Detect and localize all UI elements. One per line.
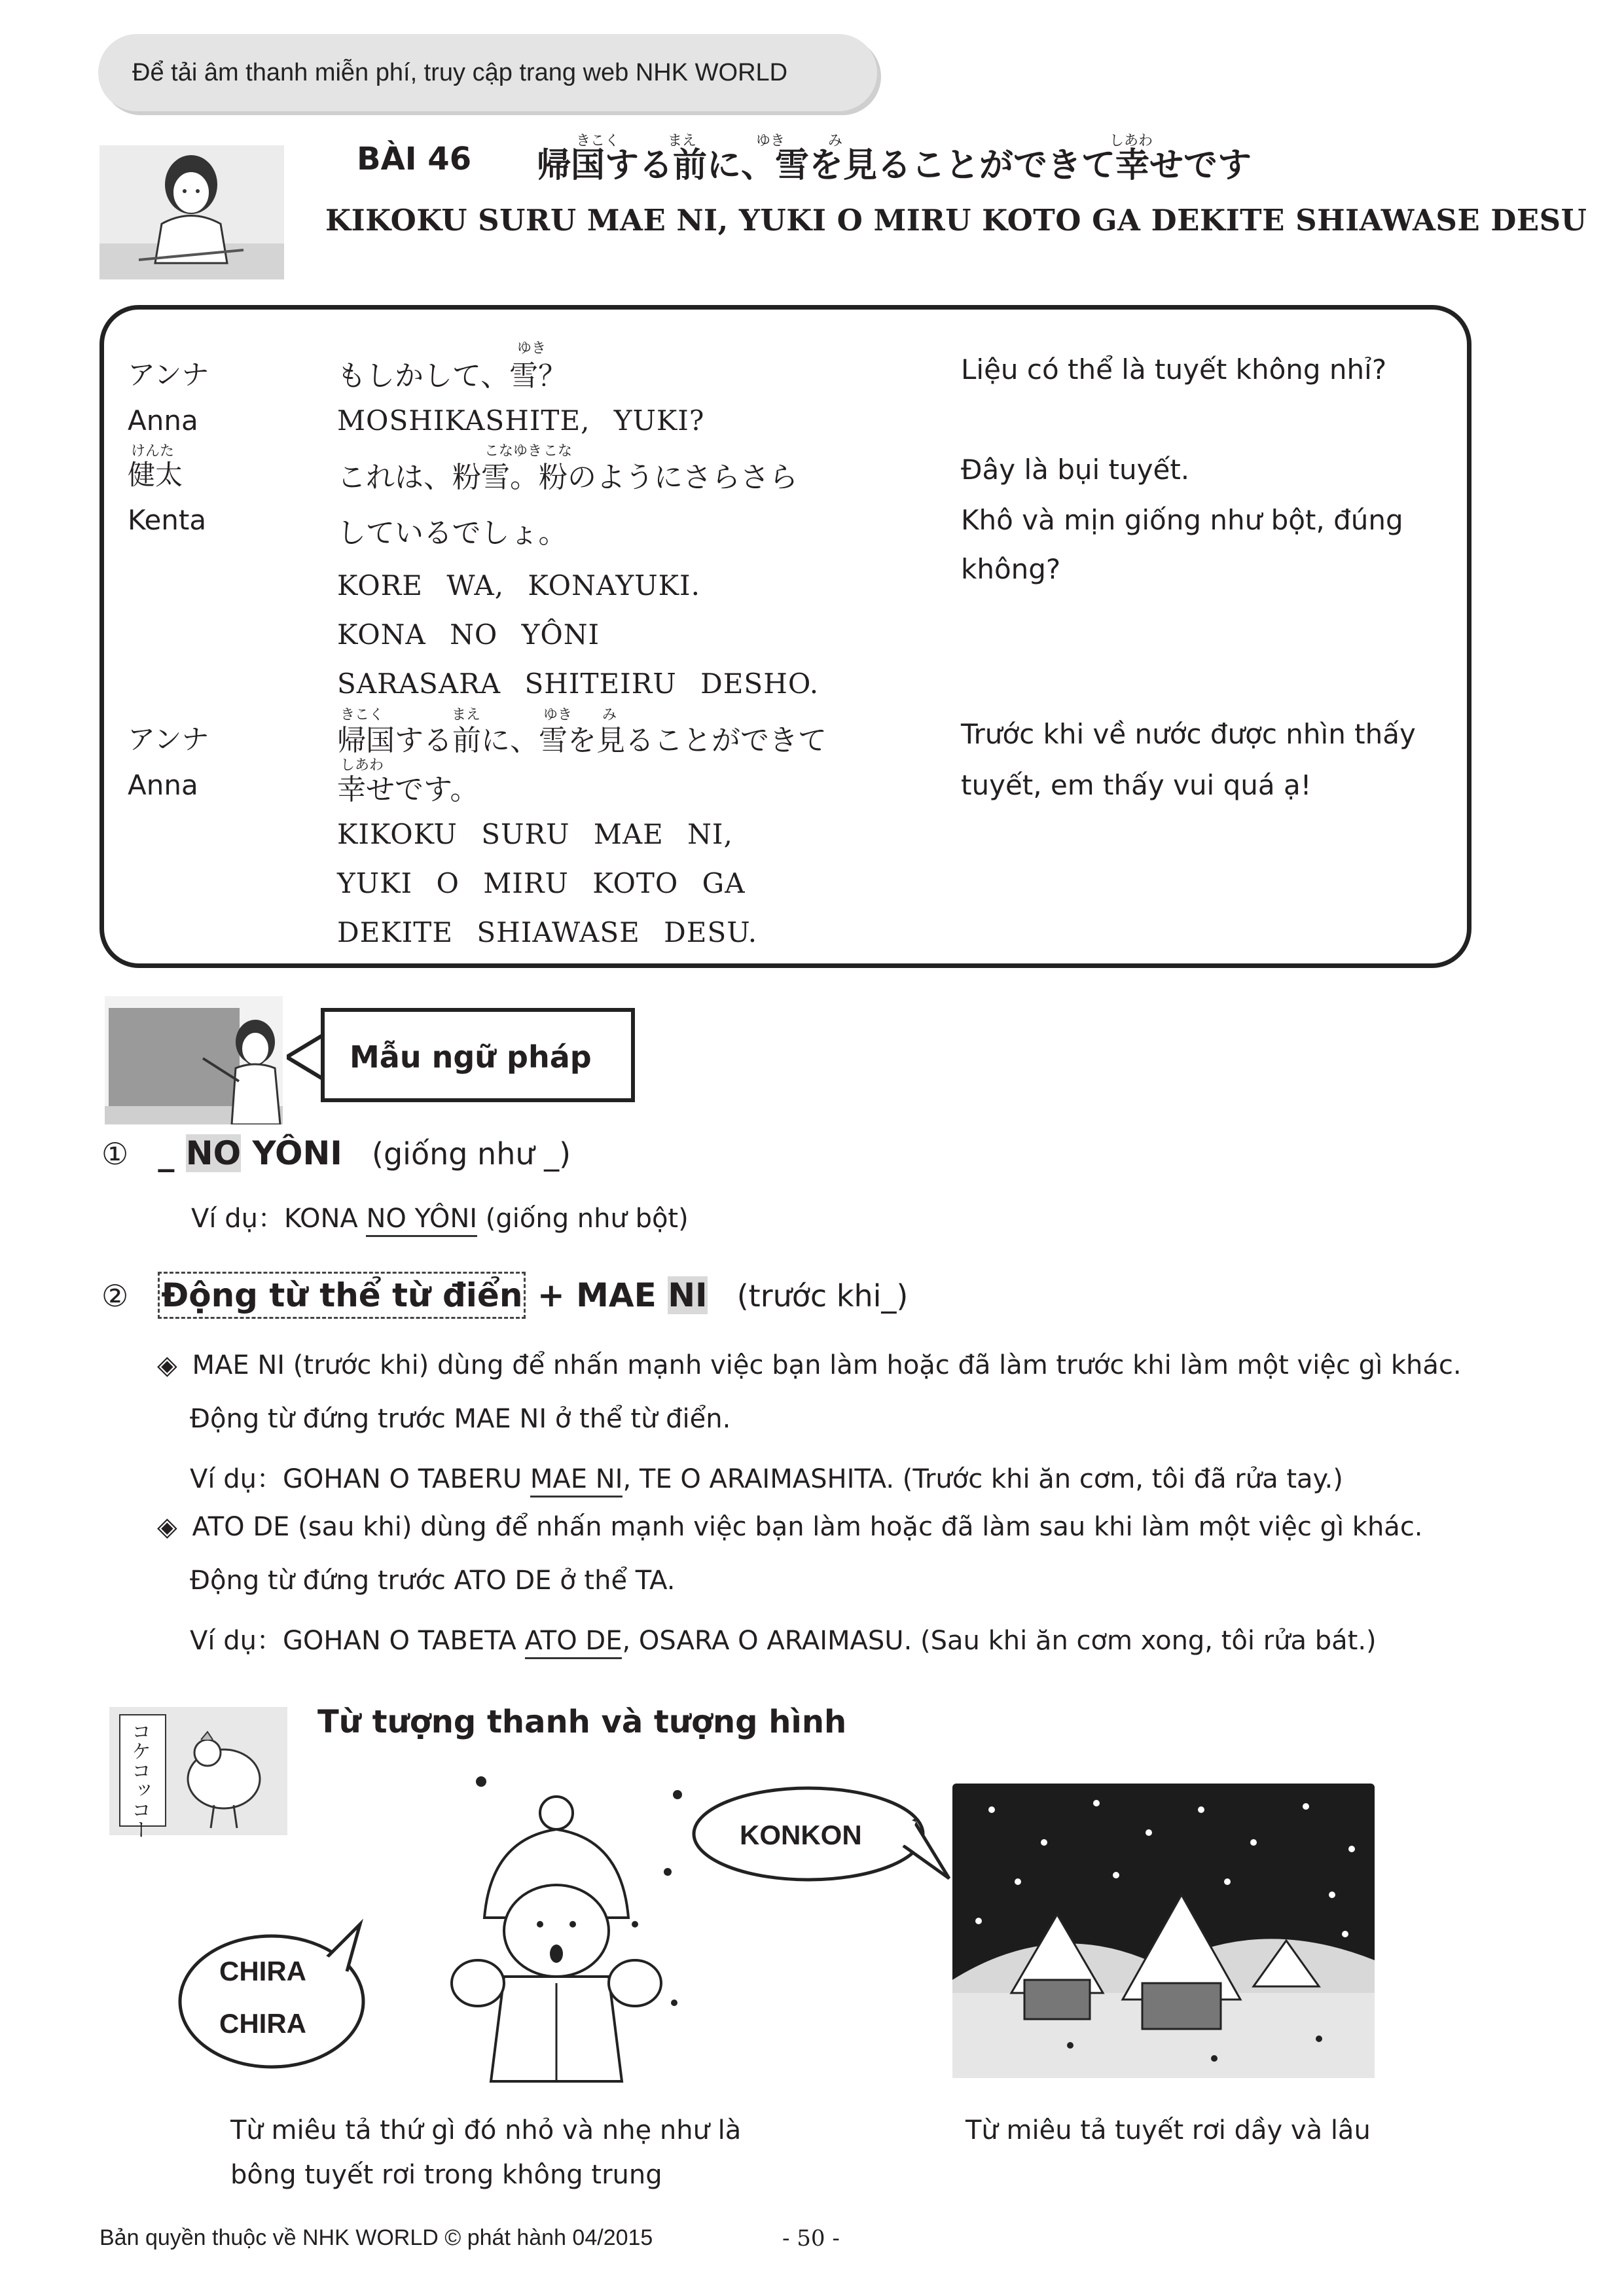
rooster-sound-label: コケコッコー	[128, 1721, 151, 1839]
speaker-name: Anna	[128, 769, 198, 801]
furigana: こな	[543, 443, 573, 459]
bullet-1-line-1	[157, 1350, 1462, 1380]
dialogue-box	[99, 305, 1471, 968]
furigana: こなゆき	[484, 443, 543, 459]
grammar-point-1	[101, 1134, 571, 1172]
dialogue-romaji: KIKOKU SURU MAE NI,	[337, 818, 733, 850]
dialogue-translation: tuyết, em thấy vui quá ạ!	[961, 769, 1312, 801]
point-note: (trước khi_)	[736, 1278, 909, 1314]
point-1-example	[191, 1198, 689, 1235]
dialogue-translation: không?	[961, 553, 1061, 585]
point-title-boxed: Động từ thể từ điển	[158, 1272, 526, 1319]
speaker-jp: 健太	[128, 459, 183, 491]
bullet-2-example	[190, 1620, 1377, 1657]
bullet-1-example	[190, 1458, 1343, 1496]
point-title-highlight: NI	[668, 1276, 708, 1314]
bullet-1-line-2: Động từ đứng trước MAE NI ở thể từ điển.	[190, 1404, 731, 1434]
dialogue-jp: もしかして、雪？	[337, 359, 568, 393]
snowy-village-illustration	[952, 1784, 1375, 2078]
onomatopoeia-heading: Từ tượng thanh và tượng hình	[317, 1704, 847, 1740]
furigana: まえ	[452, 707, 481, 723]
left-caption-line-1: Từ miêu tả thứ gì đó nhỏ và nhẹ như là	[230, 2115, 742, 2145]
furigana: しあわ	[340, 757, 384, 774]
furigana: ゆき	[517, 340, 547, 357]
speaker-jp: アンナ	[128, 723, 209, 755]
callout-pointer	[287, 1034, 326, 1080]
copyright-notice: Bản quyền thuộc về NHK WORLD © phát hành 04/2015	[99, 2225, 653, 2250]
point-title-highlight: NO	[185, 1134, 242, 1172]
title-furigana-yuki: ゆき	[756, 133, 785, 149]
example-underlined: NO YÔNI	[366, 1204, 477, 1237]
bullet-2-line-2: Động từ đứng trước ATO DE ở thể TA.	[190, 1566, 676, 1596]
chira-speech-bubble	[173, 1918, 383, 2075]
grammar-heading-box	[321, 1008, 635, 1102]
example-label: Ví dụ：	[190, 1464, 283, 1494]
chira-line-1: CHIRA	[219, 1956, 306, 1986]
example-post: , OSARA O ARAIMASU. (Sau khi ăn cơm xong, tôi rửa bát.)	[622, 1626, 1377, 1656]
konkon-text: KONKON	[740, 1820, 862, 1850]
example-pre: GOHAN O TABETA	[282, 1626, 525, 1656]
download-banner	[98, 34, 877, 111]
speaker-jp: アンナ	[128, 359, 209, 391]
student-illustration	[99, 145, 284, 279]
left-caption-line-2: bông tuyết rơi trong không trung	[230, 2160, 662, 2190]
dialogue-jp: しているでしょ。	[337, 516, 568, 550]
furigana: み	[602, 707, 617, 723]
example-underlined: ATO DE	[525, 1626, 623, 1659]
lesson-number: BÀI 46	[357, 141, 472, 177]
example-underlined: MAE NI	[530, 1464, 623, 1498]
furigana: ゆき	[543, 707, 573, 723]
example-pre: GOHAN O TABERU	[282, 1464, 530, 1494]
grammar-point-2	[101, 1276, 908, 1314]
girl-in-snow-illustration	[419, 1767, 707, 2121]
speaker-furigana: けんた	[131, 443, 175, 459]
speaker-name: Anna	[128, 404, 198, 437]
title-furigana-mae: まえ	[668, 133, 697, 149]
example-post: (giống như bột)	[477, 1204, 689, 1234]
example-post: , TE O ARAIMASHITA. (Trước khi ăn cơm, tôi đã rửa tay.)	[623, 1464, 1343, 1494]
title-furigana-kikoku: きこく	[576, 133, 620, 149]
point-title-rest: YÔNI	[241, 1134, 342, 1172]
dialogue-jp: これは、粉雪。粉のようにさらさら	[337, 461, 798, 494]
dialogue-jp: 幸せです。	[337, 773, 479, 806]
example-pre: KONA	[283, 1204, 367, 1234]
bullet-text: ATO DE (sau khi) dùng để nhấn mạnh việc bạn làm hoặc đã làm sau khi làm một việc gì khác.	[192, 1512, 1423, 1542]
dialogue-romaji: KONA NO YÔNI	[337, 619, 600, 651]
point-number: ②	[101, 1278, 129, 1314]
grammar-heading: Mẫu ngữ pháp	[350, 1039, 592, 1075]
point-number: ①	[101, 1136, 129, 1172]
lesson-title-jp: 帰国する前に、雪を見ることができて幸せです	[537, 146, 1252, 185]
bullet-icon: ◈	[157, 1512, 177, 1542]
page-number: - 50 -	[782, 2225, 840, 2251]
speaker-name: Kenta	[128, 504, 207, 536]
teacher-illustration	[105, 996, 283, 1124]
right-caption: Từ miêu tả tuyết rơi dầy và lâu	[965, 2115, 1371, 2145]
point-title-mid: + MAE	[526, 1276, 668, 1314]
lesson-title-romaji: KIKOKU SURU MAE NI, YUKI O MIRU KOTO GA DEKITE SHIAWASE DESU	[325, 203, 1587, 238]
dialogue-romaji: KORE WA, KONAYUKI.	[337, 569, 700, 601]
dialogue-translation: Khô và mịn giống như bột, đúng	[961, 504, 1403, 536]
bullet-2-line-1	[157, 1512, 1423, 1542]
banner-text: Để tải âm thanh miễn phí, truy cập trang web NHK WORLD	[132, 59, 788, 86]
example-label: Ví dụ：	[191, 1204, 284, 1234]
point-note: (giống như _)	[372, 1136, 571, 1172]
dialogue-translation: Liệu có thể là tuyết không nhỉ?	[961, 353, 1387, 386]
dialogue-romaji: YUKI O MIRU KOTO GA	[337, 867, 746, 899]
title-furigana-mi: み	[828, 133, 843, 149]
dialogue-romaji: DEKITE SHIAWASE DESU.	[337, 916, 758, 948]
bullet-icon: ◈	[157, 1350, 177, 1380]
chira-line-2: CHIRA	[219, 2008, 306, 2039]
dialogue-romaji: SARASARA SHITEIRU DESHO.	[337, 668, 820, 700]
dialogue-translation: Đây là bụi tuyết.	[961, 454, 1190, 486]
dialogue-romaji: MOSHIKASHITE, YUKI?	[337, 404, 705, 437]
dialogue-translation: Trước khi về nước được nhìn thấy	[961, 718, 1416, 750]
title-furigana-shiawa: しあわ	[1110, 133, 1153, 149]
example-label: Ví dụ：	[190, 1626, 283, 1656]
dialogue-jp: 帰国する前に、雪を見ることができて	[337, 724, 827, 757]
bullet-text: MAE NI (trước khi) dùng để nhấn mạnh việc bạn làm hoặc đã làm trước khi làm một việc gì khác.	[192, 1350, 1462, 1380]
point-title-prefix: _	[158, 1134, 186, 1172]
furigana: きこく	[340, 707, 384, 723]
